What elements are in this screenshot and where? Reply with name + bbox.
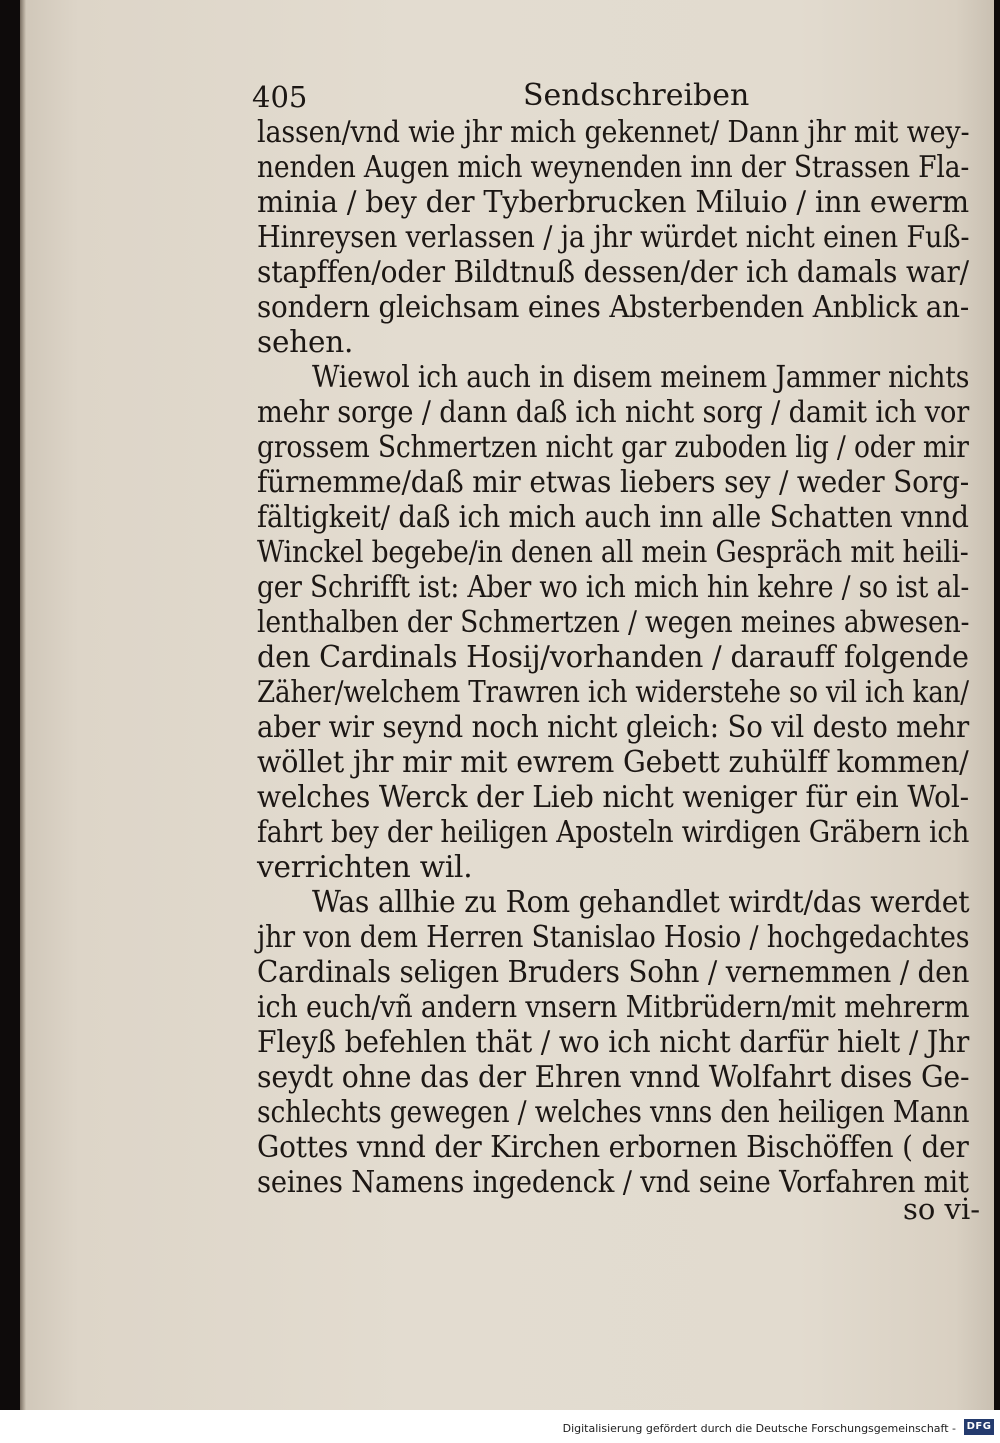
text-line: fürnemme/daß mir etwas liebers sey / weder Sorg- xyxy=(257,465,970,499)
text-line: sondern gleichsam eines Absterbenden Anblick an- xyxy=(257,290,970,324)
text-line: schlechts gewegen / welches vnns den heiligen Mann xyxy=(257,1095,970,1129)
text-line: mehr sorge / dann daß ich nicht sorg / damit ich vor xyxy=(257,395,970,429)
text-line: fältigkeit/ daß ich mich auch inn alle Schatten vnnd xyxy=(257,500,969,534)
digitization-credit: Digitalisierung gefördert durch die Deutsche Forschungsgemeinschaft - xyxy=(562,1422,956,1435)
text-line: verrichten wil. xyxy=(257,850,473,884)
text-line: ich euch/vñ andern vnsern Mitbrüdern/mit mehrerm xyxy=(257,990,970,1024)
running-head: Sendschreiben xyxy=(523,78,750,113)
text-line: lassen/vnd wie jhr mich gekennet/ Dann jhr mit wey- xyxy=(257,115,970,149)
text-line: Cardinals seligen Bruders Sohn / vernemmen / den xyxy=(257,955,970,989)
page-edge xyxy=(20,0,26,1410)
text-line: aber wir seynd noch nicht gleich: So vil desto mehr xyxy=(257,710,970,744)
text-line: Gottes vnnd der Kirchen erbornen Bischöffen ( der xyxy=(257,1130,969,1164)
text-line: stapffen/oder Bildtnuß dessen/der ich damals war/ xyxy=(257,255,969,289)
text-line: seydt ohne das der Ehren vnnd Wolfahrt dises Ge- xyxy=(257,1060,970,1094)
dfg-logo: DFG xyxy=(964,1419,994,1435)
text-line: Was allhie zu Rom gehandlet wirdt/das werdet xyxy=(312,885,970,919)
page-number: 405 xyxy=(252,80,308,114)
text-line: grossem Schmertzen nicht gar zuboden lig / oder mir xyxy=(257,430,969,464)
text-line: sehen. xyxy=(257,325,354,359)
text-line: Wiewol ich auch in disem meinem Jammer nichts xyxy=(312,360,970,394)
text-line: Fleyß befehlen thät / wo ich nicht darfür hielt / Jhr xyxy=(257,1025,970,1059)
text-line: welches Werck der Lieb nicht weniger für ein Wol- xyxy=(257,780,969,814)
text-line: ger Schrifft ist: Aber wo ich mich hin kehre / so ist al- xyxy=(257,570,970,604)
text-line: Zäher/welchem Trawren ich widerstehe so vil ich kan/ xyxy=(257,675,969,709)
text-line: den Cardinals Hosij/vorhanden / darauff folgende xyxy=(257,640,969,674)
text-line: Winckel begebe/in denen all mein Gespräch mit heili- xyxy=(257,535,969,569)
text-line: seines Namens ingedenck / vnd seine Vorfahren mit xyxy=(257,1165,969,1199)
text-line: lenthalben der Schmertzen / wegen meines abwesen- xyxy=(257,605,970,639)
text-line: nenden Augen mich weynenden inn der Strassen Fla- xyxy=(257,150,970,184)
catchword: so vi- xyxy=(903,1192,981,1226)
text-line: fahrt bey der heiligen Aposteln wirdigen Gräbern ich xyxy=(257,815,970,849)
text-line: wöllet jhr mir mit ewrem Gebett zuhülff kommen/ xyxy=(257,745,969,779)
text-line: Hinreysen verlassen / ja jhr würdet nicht einen Fuß- xyxy=(257,220,970,254)
text-line: minia / bey der Tyberbrucken Miluio / inn ewerm xyxy=(257,185,969,219)
text-line: jhr von dem Herren Stanislao Hosio / hochgedachtes xyxy=(257,920,970,954)
